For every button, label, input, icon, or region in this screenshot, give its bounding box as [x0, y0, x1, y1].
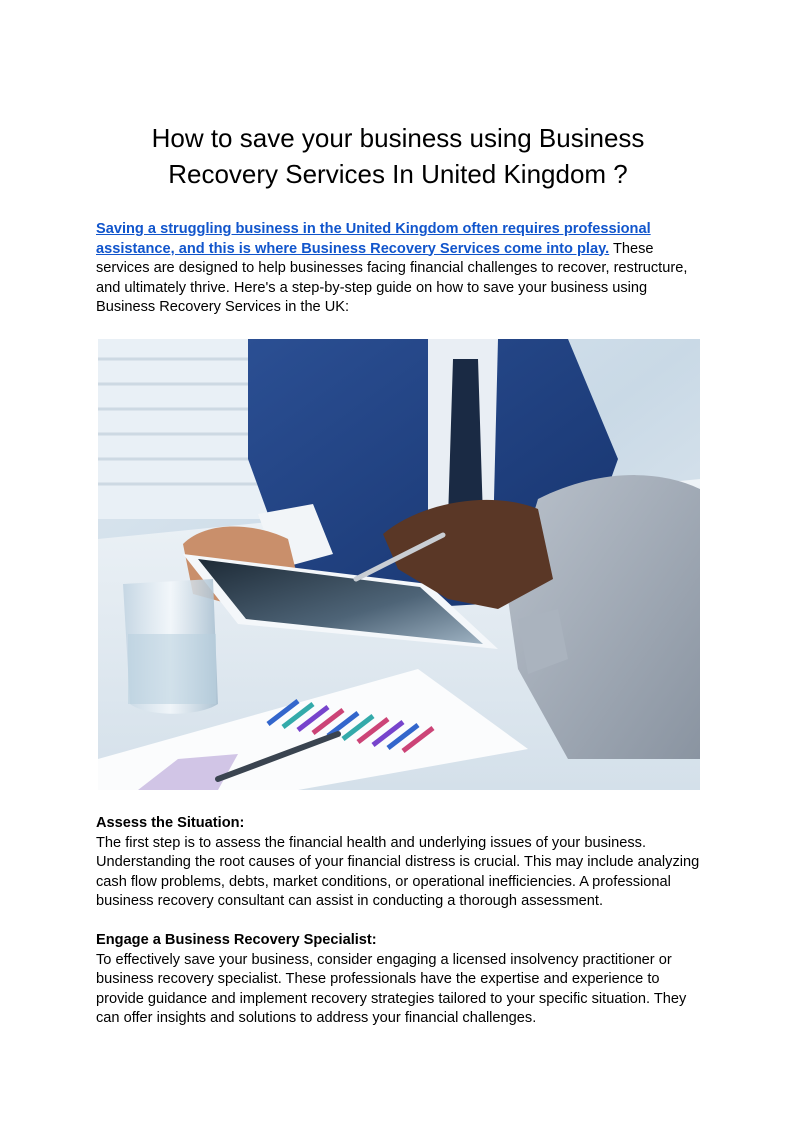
business-meeting-photo [98, 339, 700, 790]
section-heading: Engage a Business Recovery Specialist: [96, 932, 377, 948]
section-heading: Assess the Situation: [96, 815, 245, 831]
intro-paragraph [96, 220, 700, 318]
section-body: To effectively save your business, consider engaging a licensed insolvency practitioner or business recovery specialist. These professionals have the expertise and experience to provide guidance and implement recovery strategies tailored to your specific situation. They can offer insights and solutions to address your financial challenges. [96, 951, 687, 1026]
section-assess [96, 814, 700, 912]
page-title: How to save your business using Business Recovery Services In United Kingdom ? [151, 123, 645, 189]
intro-link[interactable]: Saving a struggling business in the United Kingdom often requires professional assistance, and this is where Business Recovery Services come into play. [96, 221, 651, 257]
section-engage [96, 931, 700, 1029]
section-body: The first step is to assess the financial health and underlying issues of your business. Understanding the root causes of your financial distress is crucial. This may include analyzing cash flow problems, debts, market conditions, or operational inefficiencies. A professional business recovery consultant can assist in conducting a thorough assessment. [96, 834, 700, 909]
intro-text: These services are designed to help businesses facing financial challenges to recover, restructure, and ultimately thrive. Here's a step-by-step guide on how to save your business using Business Recovery Services in the UK: [96, 240, 688, 315]
